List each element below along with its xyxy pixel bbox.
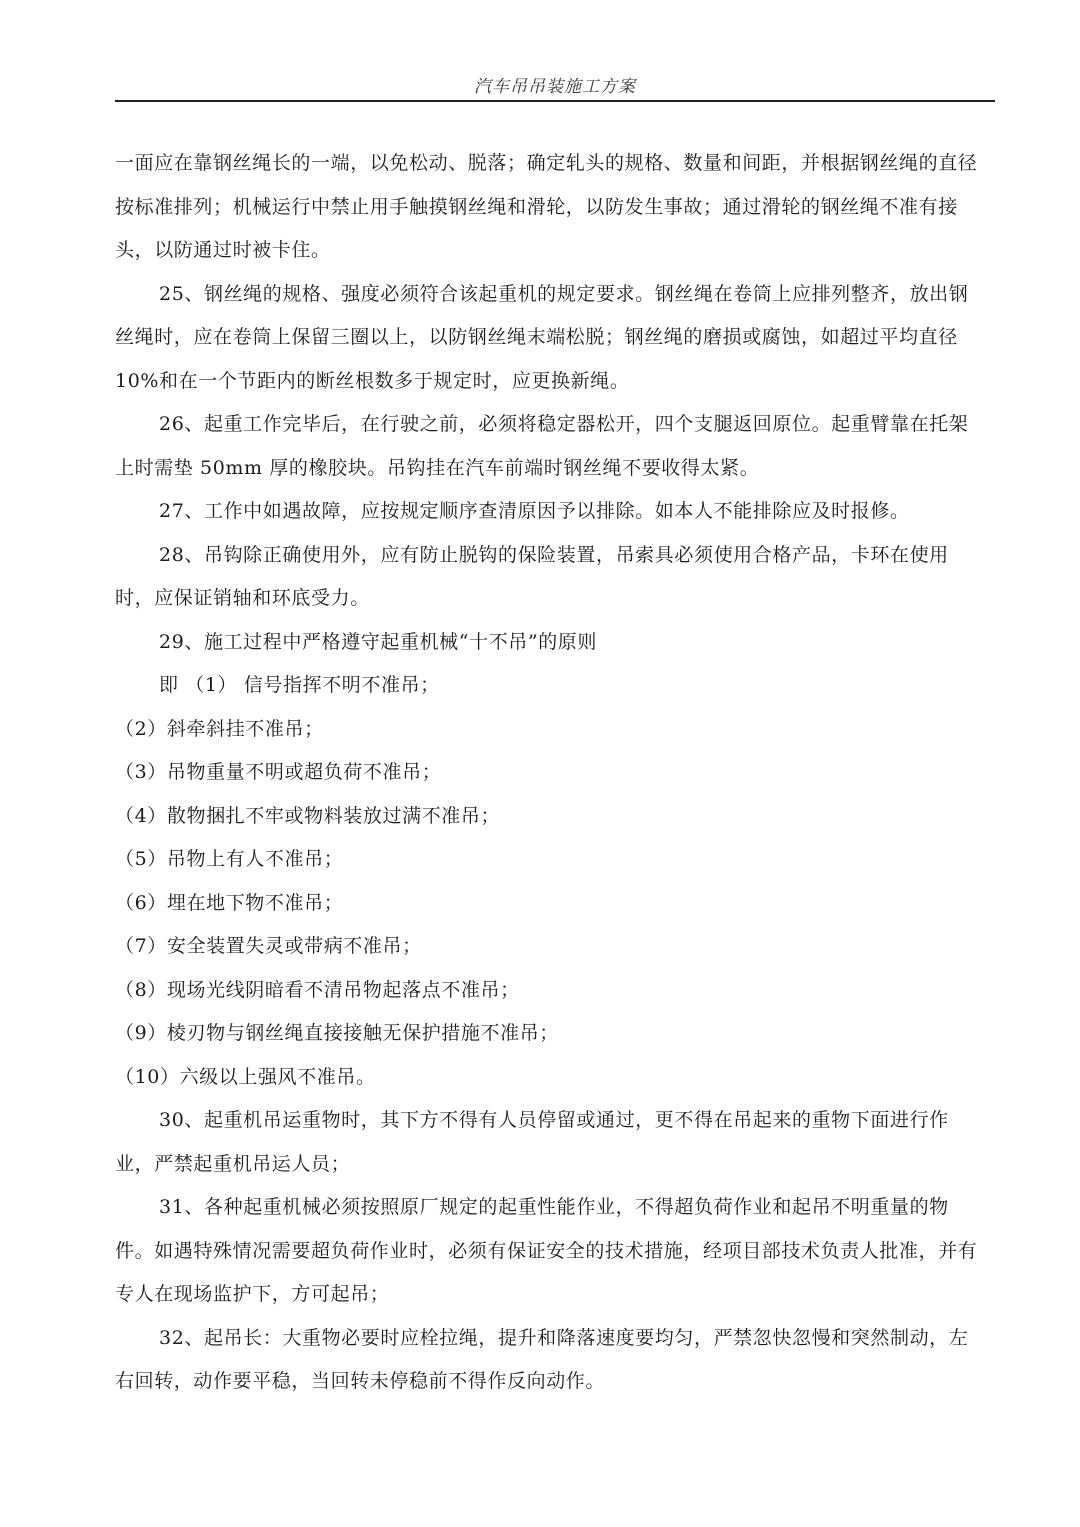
list-item: （3）吊物重量不明或超负荷不准吊；	[115, 761, 442, 783]
list-item: （6）埋在地下物不准吊；	[115, 891, 344, 914]
list-item: （7）安全装置失灵或带病不准吊；	[115, 935, 422, 957]
list-item: （5）吊物上有人不准吊；	[115, 848, 344, 870]
document-body	[115, 142, 978, 1404]
paragraph-intro: 一面应在靠钢丝绳长的一端，以免松动、脱落；确定轧头的规格、数量和间距，并根据钢丝绳的直径按标准排列；机械运行中禁止用手触摸钢丝绳和滑轮，以防发生事故；通过滑轮的钢丝绳不准有接头，以防通过时被卡住。	[115, 152, 978, 261]
paragraph-27: 27、工作中如遇故障，应按规定顺序查清原因予以排除。如本人不能排除应及时报修。	[159, 500, 910, 522]
list-item: （2）斜牵斜挂不准吊；	[115, 717, 324, 740]
paragraph-30: 30、起重机吊运重物时，其下方不得有人员停留或通过，更不得在吊起来的重物下面进行作业，严禁起重机吊运人员；	[115, 1109, 949, 1175]
paragraph-25: 25、钢丝绳的规格、强度必须符合该起重机的规定要求。钢丝绳在卷筒上应排列整齐，放出钢丝绳时，应在卷筒上保留三圈以上，以防钢丝绳末端松脱；钢丝绳的磨损或腐蚀，如超过平均直径 10%和在一个节距内的断丝根数多于规定时，应更换新绳。	[115, 282, 969, 392]
document-title: 汽车吊吊装施工方案	[474, 77, 636, 96]
paragraph-26: 26、起重工作完毕后，在行驶之前，必须将稳定器松开，四个支腿返回原位。起重臂靠在托架上时需垫 50mm 厚的橡胶块。吊钩挂在汽车前端时钢丝绳不要收得太紧。	[115, 413, 969, 479]
list-item: （9）棱刃物与钢丝绳直接接触无保护措施不准吊；	[115, 1022, 559, 1044]
paragraph-32: 32、起吊长：大重物必要时应栓拉绳，提升和降落速度要均匀，严禁忽快忽慢和突然制动，左右回转，动作要平稳，当回转未停稳前不得作反向动作。	[115, 1326, 969, 1392]
paragraph-29: 29、施工过程中严格遵守起重机械“十不吊”的原则	[159, 630, 598, 653]
list-item: （10）六级以上强风不准吊。	[115, 1065, 376, 1088]
list-item: （8）现场光线阴暗看不清吊物起落点不准吊；	[115, 978, 520, 1001]
paragraph-28: 28、吊钩除正确使用外，应有防止脱钩的保险装置，吊索具必须使用合格产品，卡环在使用时，应保证销轴和环底受力。	[115, 543, 949, 609]
page-header	[115, 76, 995, 102]
list-item: 即 （1） 信号指挥不明不准吊；	[159, 674, 440, 696]
list-item: （4）散物捆扎不牢或物料装放过满不准吊；	[115, 804, 501, 827]
paragraph-31: 31、各种起重机械必须按照原厂规定的起重性能作业，不得超负荷作业和起吊不明重量的物件。如遇特殊情况需要超负荷作业时，必须有保证安全的技术措施，经项目部技术负责人批准，并有专人在现场监护下，方可起吊；	[115, 1196, 978, 1305]
